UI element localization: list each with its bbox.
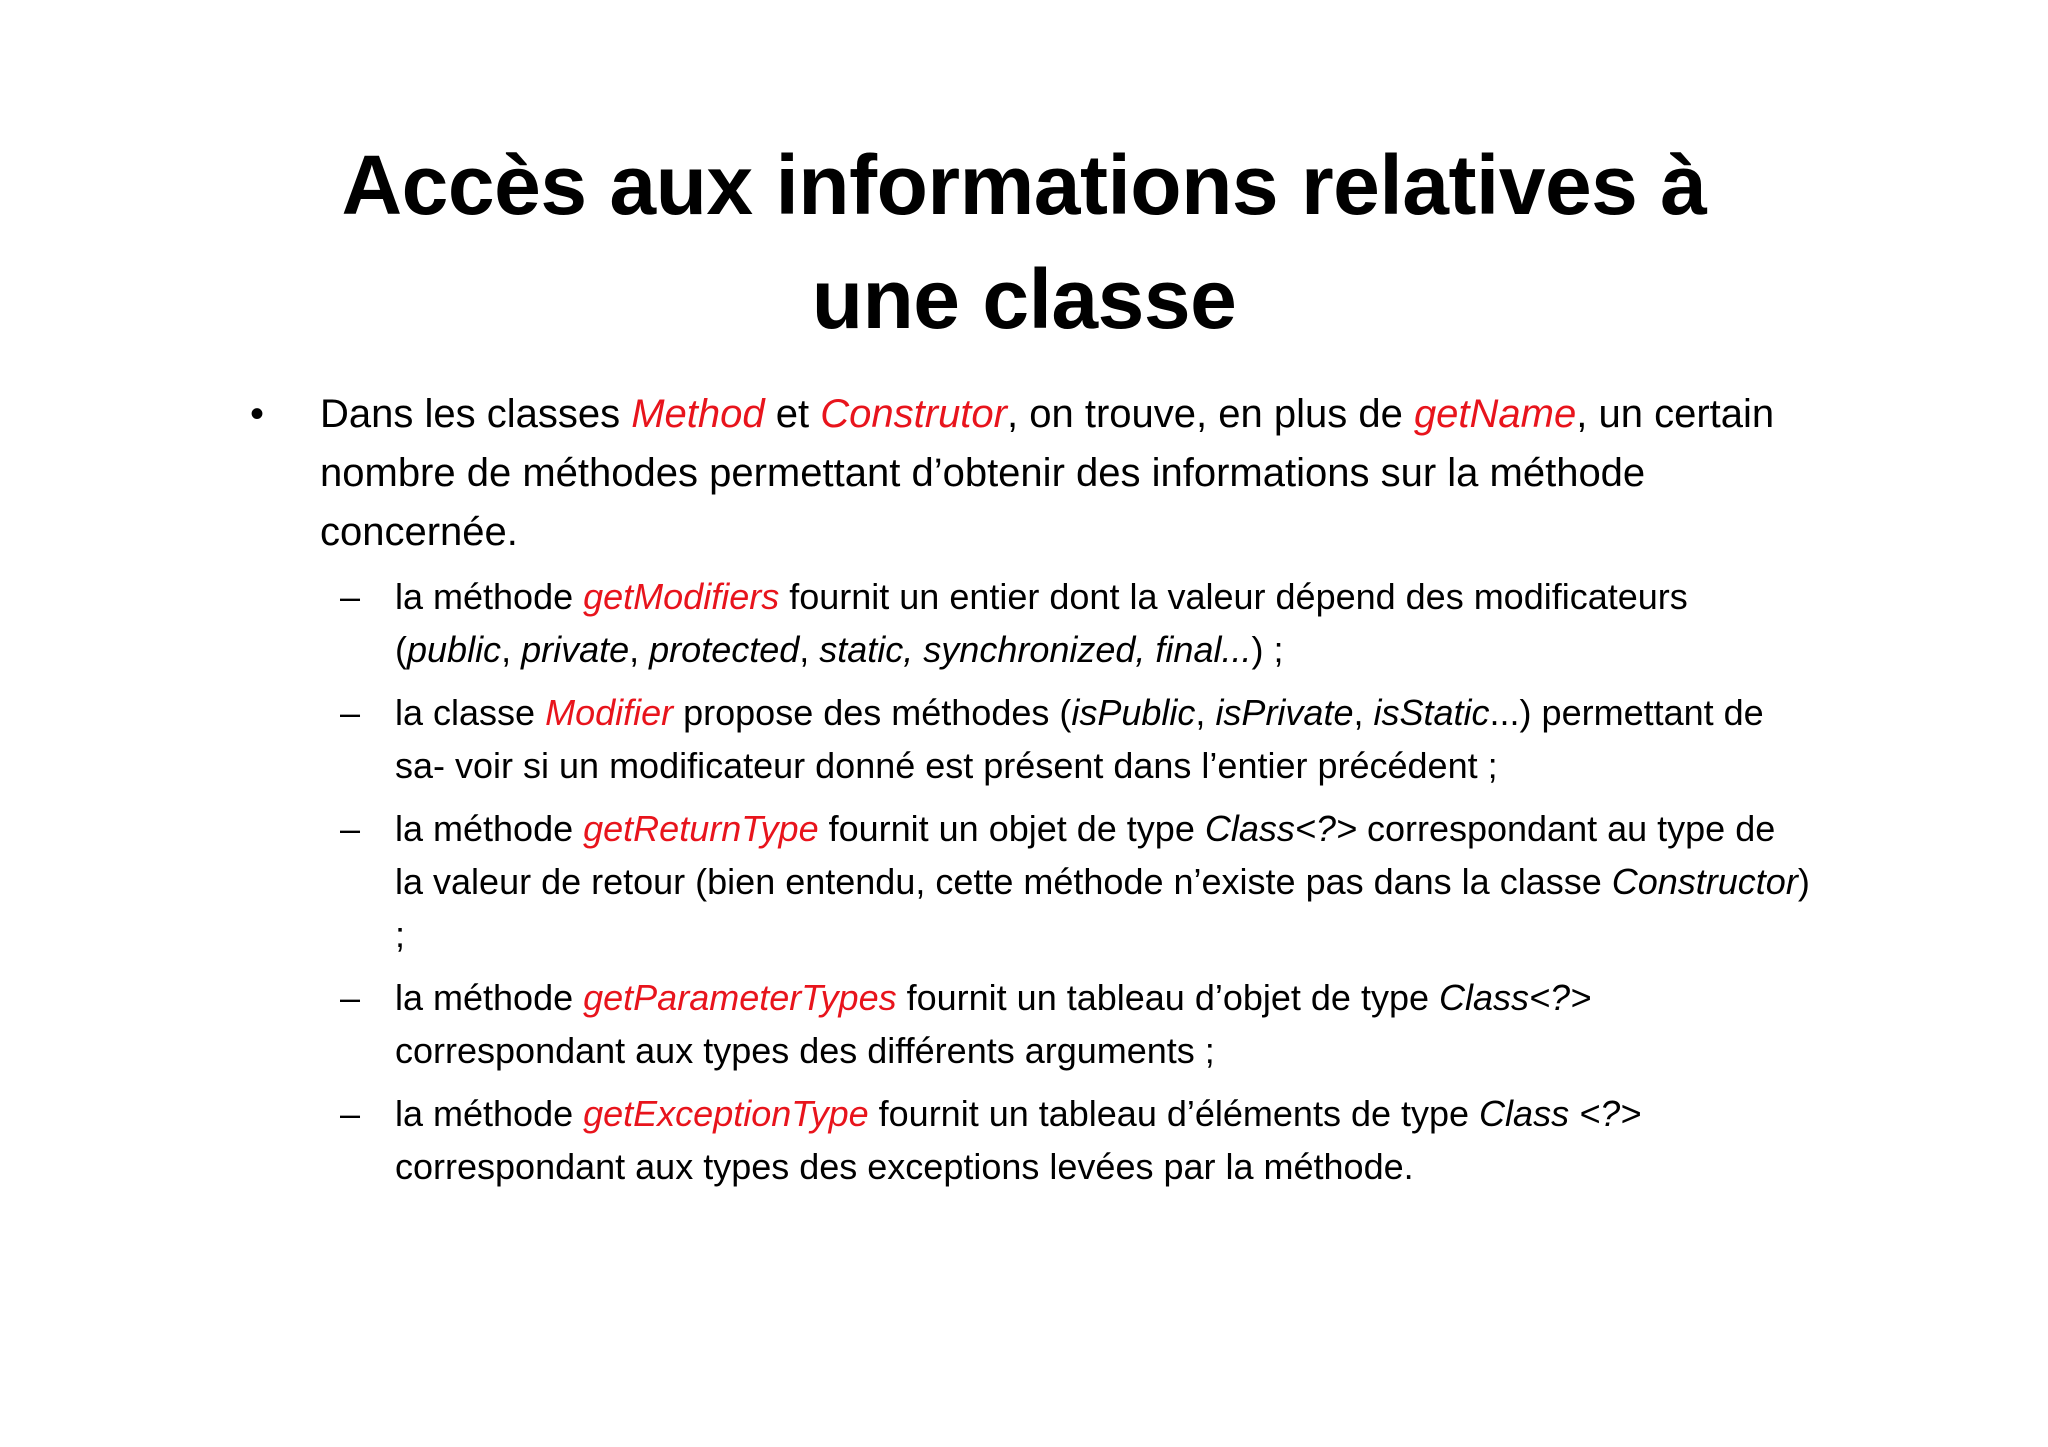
sub-text: , bbox=[501, 629, 522, 670]
sub-text: , bbox=[629, 629, 650, 670]
bullet-dot-icon: • bbox=[250, 392, 265, 436]
sub-text: ) ; bbox=[1251, 629, 1284, 670]
keyword-modifier: Modifier bbox=[545, 692, 674, 733]
sub-text: propose des méthodes ( bbox=[673, 692, 1072, 733]
italic-term: Class <?> bbox=[1479, 1093, 1642, 1134]
title-line-1: Accès aux informations relatives à bbox=[341, 138, 1707, 232]
bullet-text: , un certain nombre de méthodes permettant d’obtenir des informations sur la méthode concernée. bbox=[320, 392, 1775, 554]
italic-term: public bbox=[407, 629, 502, 670]
sub-bullet-getexceptiontype bbox=[250, 1087, 1810, 1193]
sub-bullet-getparametertypes bbox=[250, 971, 1810, 1077]
sub-bullet-modifier bbox=[250, 686, 1810, 792]
dash-icon: – bbox=[340, 808, 361, 849]
sub-text: la méthode bbox=[395, 576, 584, 617]
sub-text: fournit un tableau d’éléments de type bbox=[868, 1093, 1480, 1134]
sub-text: la méthode bbox=[395, 1093, 584, 1134]
slide-title bbox=[250, 128, 1798, 356]
slide-body bbox=[250, 385, 1810, 1203]
italic-term: static, synchronized, final... bbox=[819, 629, 1252, 670]
italic-term: Constructor bbox=[1611, 861, 1798, 902]
sub-text: la méthode bbox=[395, 977, 584, 1018]
bullet-text: Dans les classes bbox=[320, 392, 632, 436]
italic-term: isStatic bbox=[1373, 692, 1490, 733]
keyword-construtor: Construtor bbox=[820, 392, 1007, 436]
keyword-getreturntype: getReturnType bbox=[583, 808, 819, 849]
dash-icon: – bbox=[340, 576, 361, 617]
bullet-text: et bbox=[764, 392, 821, 436]
sub-text: fournit un entier dont la valeur dépend des modificateurs ( bbox=[395, 576, 1688, 670]
italic-term: private bbox=[521, 629, 630, 670]
sub-text: , bbox=[1195, 692, 1216, 733]
italic-term: Class<?> bbox=[1439, 977, 1592, 1018]
sub-text: ...) permettant de sa- voir si un modificateur donné est présent dans l’entier précédent ; bbox=[395, 692, 1764, 786]
sub-text: , bbox=[799, 629, 820, 670]
sub-bullet-list bbox=[250, 570, 1810, 1193]
italic-term: isPrivate bbox=[1215, 692, 1354, 733]
sub-bullet-getreturntype bbox=[250, 802, 1810, 961]
title-line-2: une classe bbox=[811, 252, 1237, 346]
dash-icon: – bbox=[340, 1093, 361, 1134]
main-bullet bbox=[250, 385, 1810, 562]
sub-text: ) ; bbox=[395, 861, 1810, 955]
keyword-getparametertypes: getParameterTypes bbox=[583, 977, 897, 1018]
sub-text: la classe bbox=[395, 692, 546, 733]
sub-text: correspondant aux types des exceptions levées par la méthode. bbox=[395, 1146, 1414, 1187]
sub-text: correspondant aux types des différents arguments ; bbox=[395, 1030, 1215, 1071]
italic-term: Class<?> bbox=[1204, 808, 1357, 849]
keyword-getexceptiontype: getExceptionType bbox=[583, 1093, 869, 1134]
italic-term: isPublic bbox=[1071, 692, 1196, 733]
keyword-method: Method bbox=[631, 392, 765, 436]
sub-text: , bbox=[1353, 692, 1374, 733]
dash-icon: – bbox=[340, 692, 361, 733]
bullet-text: , on trouve, en plus de bbox=[1007, 392, 1414, 436]
sub-text: fournit un objet de type bbox=[818, 808, 1205, 849]
sub-text: fournit un tableau d’objet de type bbox=[896, 977, 1439, 1018]
sub-text: correspondant au type de la valeur de retour (bien entendu, cette méthode n’existe pas dans la classe bbox=[395, 808, 1776, 902]
dash-icon: – bbox=[340, 977, 361, 1018]
sub-text: la méthode bbox=[395, 808, 584, 849]
italic-term: protected bbox=[649, 629, 800, 670]
sub-bullet-getmodifiers bbox=[250, 570, 1810, 676]
keyword-getmodifiers: getModifiers bbox=[583, 576, 780, 617]
keyword-getname: getName bbox=[1413, 392, 1577, 436]
